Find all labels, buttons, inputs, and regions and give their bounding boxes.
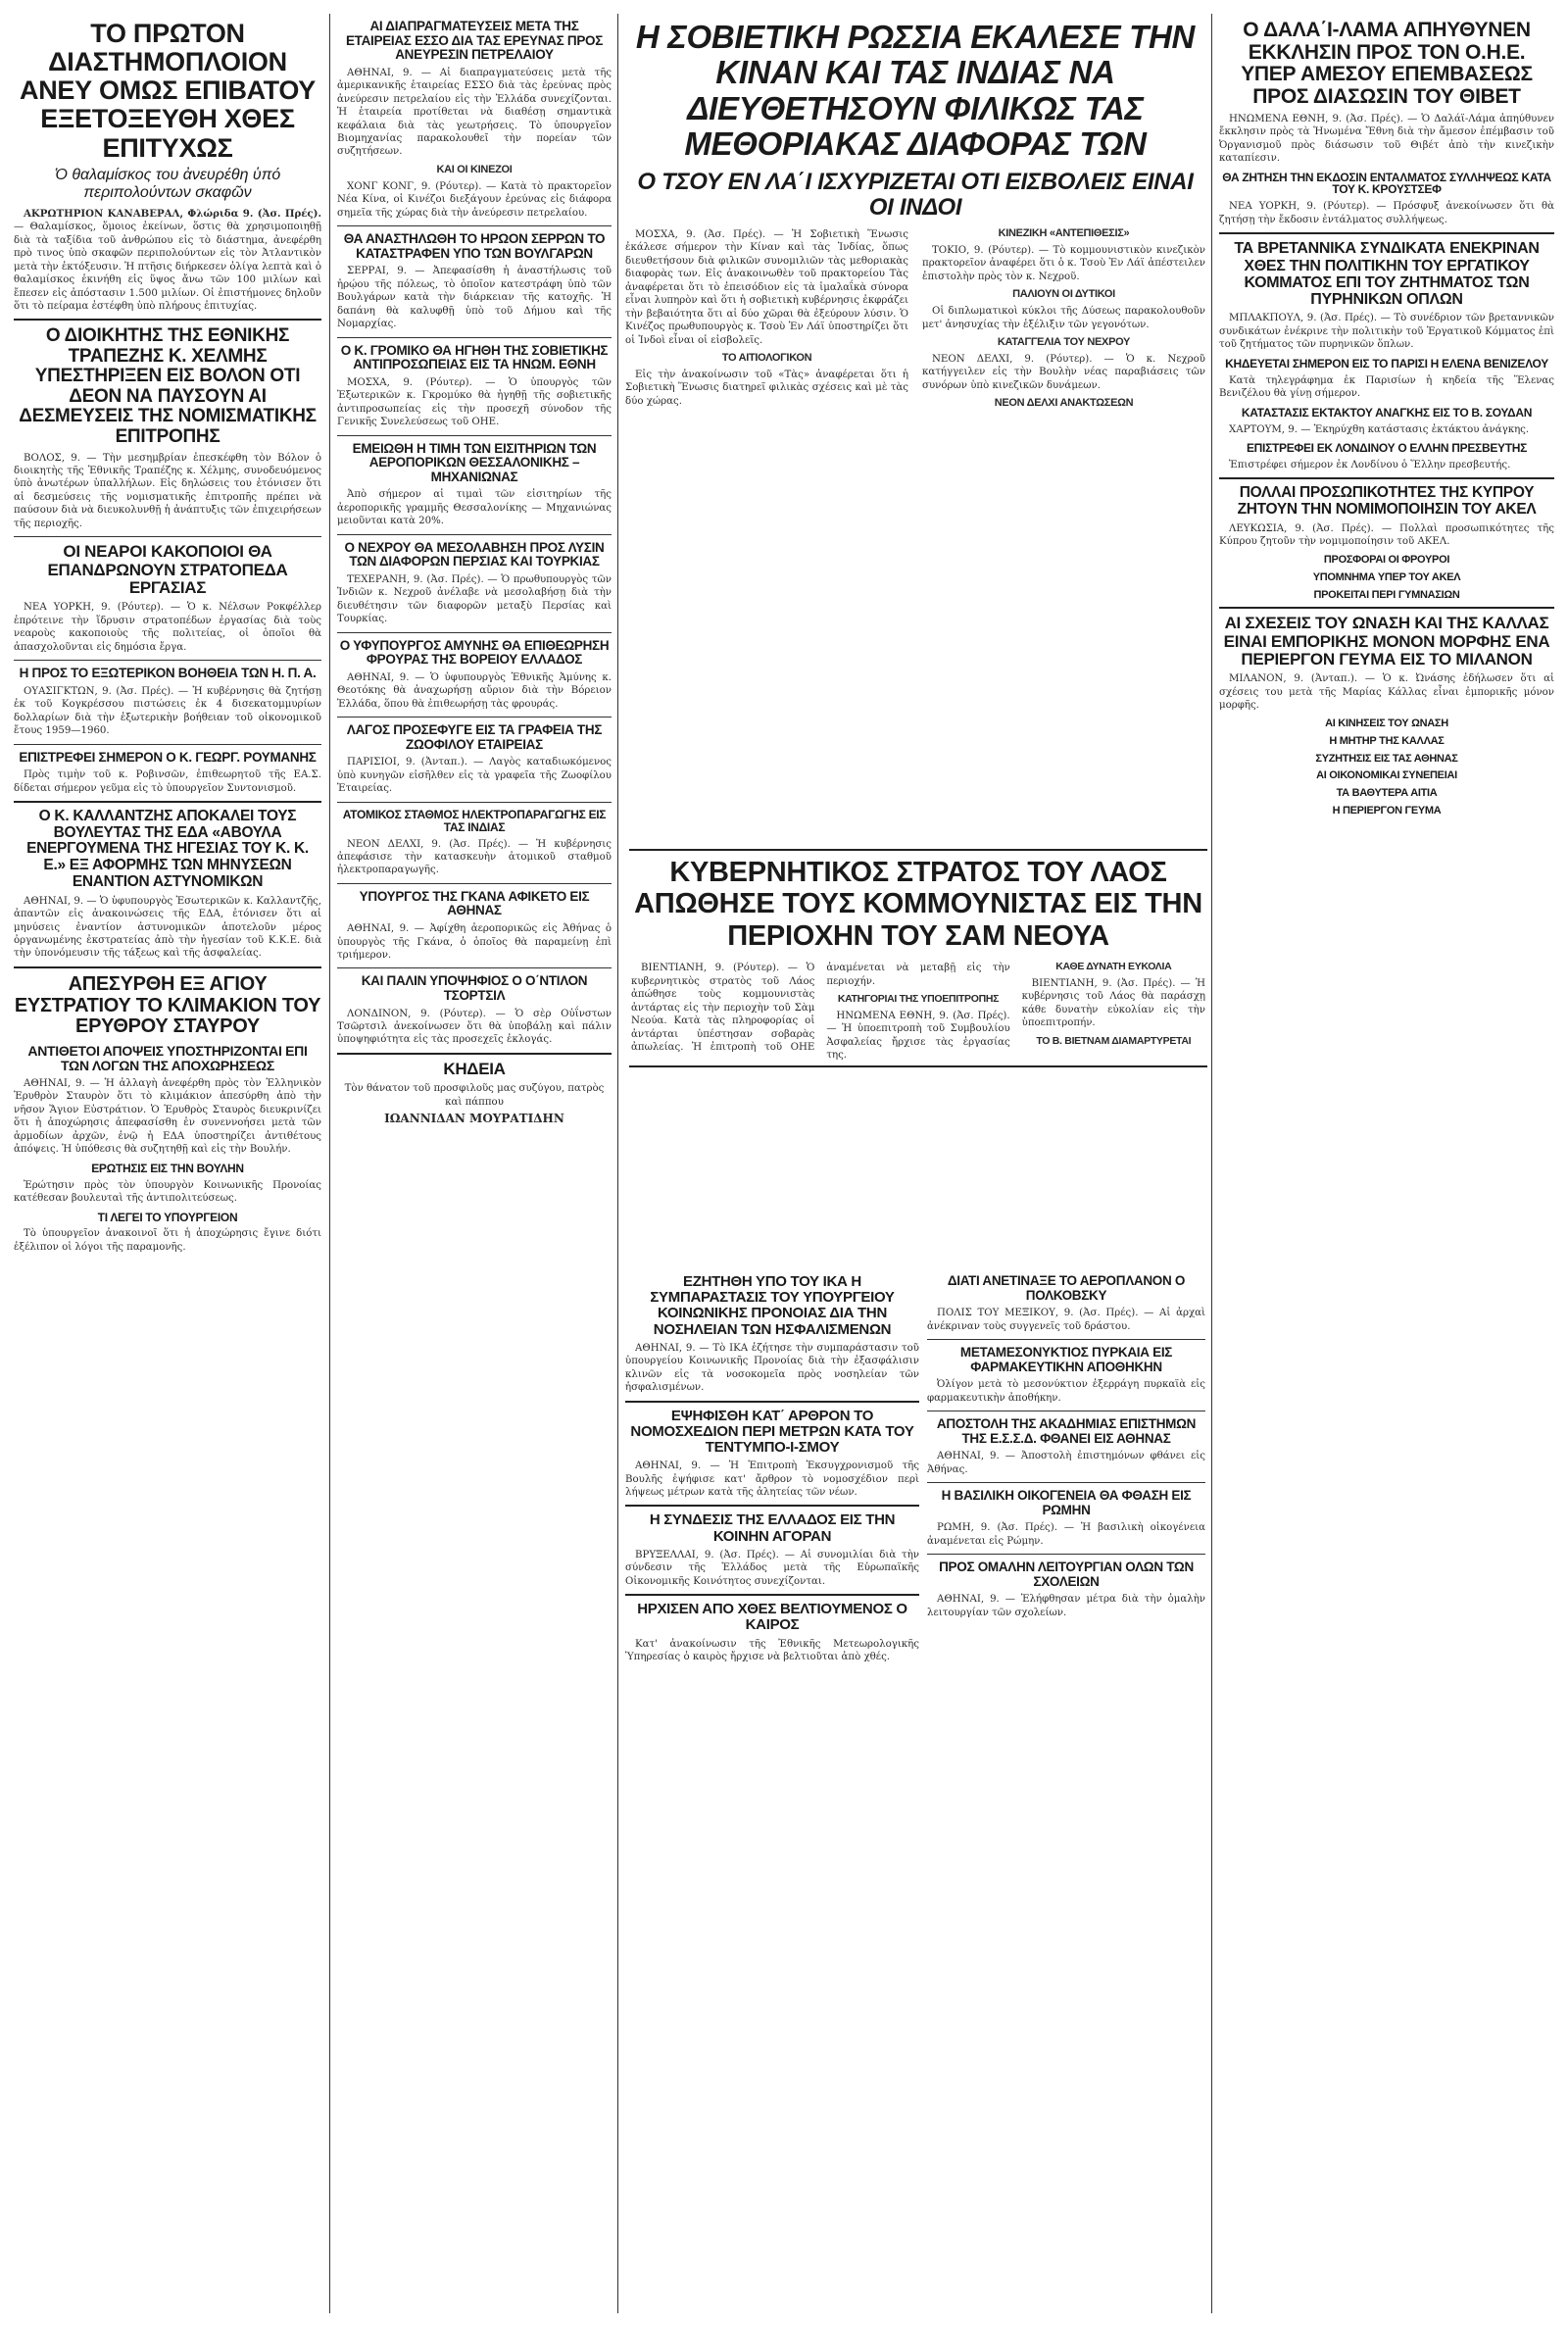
article-onassis-callas bbox=[1219, 672, 1554, 712]
article-spacecraft bbox=[14, 208, 321, 314]
article-ika bbox=[625, 1342, 919, 1395]
article-text: ΜΟΣΧΑ, 9. (Ἀσ. Πρές). — Ἡ Σοβιετικὴ Ἕνωσις ἐκάλεσε σήμερον τὴν Κίναν καὶ τὰς Ἰνδίας, ὅπως διευθετήσουν διὰ φιλικῶν συνομιλιῶν τὰς μεθοριακὰς διαφορὰς των. Εἰς ἀνακοινωθὲν τοῦ πρακτορείου Τὰς ἀναφέρεται ὅτι τὸ ἐπεισόδιον εἰς τὰ ἱμαλαΐκὰ σύνορα εἶναι λυπηρὸν καὶ ὅτι ἡ σοβιετικὴ κυβέρνησις ἐκφράζει τὴν βεβαιότητα ὅτι αἱ δύο χῶραι θὰ ἐξεύρουν λύσιν. Ὁ Κινέζος πρωθυπουργὸς κ. Τσοὺ Ἐν Λάϊ ὑποστηρίζει ὅτι οἱ Ἰνδοὶ εἶναι οἱ εἰσβολεῖς. bbox=[625, 229, 908, 346]
subhead-callas-mother: Η ΜΗΤΗΡ ΤΗΣ ΚΑΛΛΑΣ bbox=[1329, 734, 1445, 747]
divider bbox=[337, 337, 612, 338]
headline-hare: ΛΑΓΟΣ ΠΡΟΣΕΦΥΓΕ ΕΙΣ ΤΑ ΓΡΑΦΕΙΑ ΤΗΣ ΖΩΟΦΙΛΟΥ ΕΤΑΙΡΕΙΑΣ bbox=[346, 722, 603, 752]
subheadline-chou: Ο ΤΣΟΥ ΕΝ ΛΑ΄Ι ΙΣΧΥΡΙΖΕΤΑΙ ΟΤΙ ΕΙΣΒΟΛΕΙΣ ΕΙΝΑΙ ΟΙ ΙΝΔΟΙ bbox=[637, 169, 1194, 222]
headline-air-tickets: ΕΜΕΙΩΘΗ Η ΤΙΜΗ ΤΩΝ ΕΙΣΙΤΗΡΙΩΝ ΤΩΝ ΑΕΡΟΠΟΡΙΚΩΝ ΘΕΣΣΑΛΟΝΙΚΗΣ – ΜΗΧΑΝΙΩΝΑΣ bbox=[352, 440, 597, 484]
headline-ambassador: ΕΠΙΣΤΡΕΦΕΙ ΕΚ ΛΟΝΔΙΝΟΥ Ο ΕΛΛΗΝ ΠΡΕΣΒΕΥΤΗΣ bbox=[1246, 441, 1528, 455]
article-text: ΜΟΣΧΑ, 9. (Ρόυτερ). — Ὁ ὑπουργὸς τῶν Ἐξωτερικῶν κ. Γκρομύκο θὰ ἡγηθῇ τῆς σοβιετικῆς ἀντιπροσωπείας εἰς τὴν προσεχῆ σύνοδον τῆς Γενικῆς Συνελεύσεως τοῦ ΟΗΕ. bbox=[337, 376, 612, 428]
article-text: ΧΟΝΓ ΚΟΝΓ, 9. (Ρόυτερ). — Κατὰ τὸ πρακτορεῖον Νέα Κίνα, οἱ Κινέζοι διεξάγουν ἐρεύνας εἰς διάφορα σημεῖα τῆς χώρας διὰ τὴν ἀνεύρεσιν πετρελαίου. bbox=[337, 180, 612, 219]
headline-soviet-china-india: Η ΣΟΒΙΕΤΙΚΗ ΡΩΣΣΙΑ ΕΚΑΛΕΣΕ ΤΗΝ ΚΙΝΑΝ ΚΑΙ ΤΑΣ ΙΝΔΙΑΣ ΝΑ ΔΙΕΥΘΕΤΗΣΟΥΝ ΦΙΛΙΚΩΣ ΤΑΣ ΜΕΘΟΡΙΑΚΑΣ ΔΙΑΦΟΡΑΣ ΤΩΝ bbox=[635, 19, 1196, 162]
divider bbox=[14, 966, 321, 968]
article-text: Τὸ ὑπουργεῖον ἀνακοινοῖ ὅτι ἡ ἀποχώρησις ἔγινε διότι ἐξέλιπον οἱ λόγοι τῆς παραμονῆς. bbox=[14, 1228, 321, 1253]
article-text: ΡΩΜΗ, 9. (Ἀσ. Πρές). — Ἡ βασιλικὴ οἰκογένεια ἀναμένεται εἰς Ρώμην. bbox=[927, 1522, 1205, 1547]
article-text: ΝΕΑ ΥΟΡΚΗ, 9. (Ρόυτερ). — Ὁ κ. Νέλσων Ροκφέλλερ ἐπρότεινε τὴν ἵδρυσιν στρατοπέδων ἐργασίας διὰ τοὺς νεαροὺς κακοποιοὺς τῆς πολιτείας, οἱ ὁποῖοι θὰ ἀπασχολοῦνται εἰς δημόσια ἔργα. bbox=[14, 602, 321, 653]
lower-right-middle bbox=[927, 1268, 1205, 2313]
article-laos bbox=[629, 958, 1207, 1065]
column-2 bbox=[337, 14, 612, 2313]
article-dalai-lama bbox=[1219, 113, 1554, 166]
divider bbox=[1219, 607, 1554, 609]
subhead-exercises: ΠΡΟΚΕΙΤΑΙ ΠΕΡΙ ΓΥΜΝΑΣΙΩΝ bbox=[1313, 588, 1460, 601]
article-text: — Θαλαμίσκος, ὅμοιος ἐκείνων, ὅστις θὰ χρησιμοποιηθῇ διὰ τὰ ταξίδια τοῦ ἀνθρώπου εἰς τὸ διάστημα, ἀνεφέρθη πρὸ τινος ὑπὸ σκαφῶν περιπολούντων εἰς τὸν Ἀτλαντικὸν μετὰ τὴν ἐκτόξευσιν. Ἡ πτῆσις διήρκεσεν ὀλίγα λεπτὰ καὶ ὁ θαλαμίσκος ἐκινήθη εἰς ὕψος ἄνω τῶν 100 μιλίων καὶ ἔπεσεν εἰς ἀπόστασιν 1.500 μιλίων. Οἱ ἐπιστήμονες δηλοῦν ὅτι τὸ πείραμα ἐστέφθη ὑπὸ πλήρους ἐπιτυχίας. bbox=[14, 222, 321, 312]
headline-us-aid: Η ΠΡΟΣ ΤΟ ΕΞΩΤΕΡΙΚΟΝ ΒΟΗΘΕΙΑ ΤΩΝ Η. Π. Α. bbox=[19, 666, 317, 681]
article-common-market bbox=[625, 1549, 919, 1588]
divider bbox=[14, 319, 321, 321]
subhead-subcommittee: ΚΑΤΗΓΟΡΙΑΙ ΤΗΣ ΥΠΟΕΠΙΤΡΟΠΗΣ bbox=[837, 993, 1000, 1006]
article-academy bbox=[927, 1450, 1205, 1476]
article-text: Ἀπὸ σήμερον αἱ τιμαὶ τῶν εἰσιτηρίων τῆς ἀεροπορικῆς γραμμῆς Θεσσαλονίκης — Μηχανιώνας μειοῦνται κατὰ 20%. bbox=[337, 489, 612, 527]
subhead-reasoning: ΤΟ ΑΙΤΙΟΛΟΓΙΚΟΝ bbox=[721, 352, 812, 365]
article-gromyko bbox=[337, 376, 612, 429]
subhead-west: ΠΑΛΙΟΥΝ ΟΙ ΔΥΤΙΚΟΙ bbox=[1012, 288, 1115, 301]
subhead-onassis-moves: ΑΙ ΚΙΝΗΣΕΙΣ ΤΟΥ ΩΝΑΣΗ bbox=[1325, 717, 1448, 729]
article-text: ΣΕΡΡΑΙ, 9. — Ἀπεφασίσθη ἡ ἀναστήλωσις τοῦ ἡρῴου τῆς πόλεως, τὸ ὁποῖον κατεστράφη ὑπὸ τῶν Βουλγάρων κατὰ τὴν διάρκειαν τῆς κατοχῆς. Ἡ δαπάνη θὰ καλυφθῇ ὑπὸ τοῦ Δήμου καὶ τῆς Νομαρχίας. bbox=[337, 266, 612, 330]
subhead-counterattack: ΚΙΝΕΖΙΚΗ «ΑΝΤΕΠΙΘΕΣΙΣ» bbox=[998, 227, 1130, 239]
subhead-vietnam: ΤΟ Β. ΒΙΕΤΝΑΜ ΔΙΑΜΑΡΤΥΡΕΤΑΙ bbox=[1036, 1034, 1192, 1047]
divider bbox=[927, 1482, 1205, 1483]
article-text: ΜΙΛΑΝΟΝ, 9. (Ἀνταπ.). — Ὁ κ. Ὠνάσης ἐδήλωσεν ὅτι αἱ σχέσεις του μετὰ τῆς Μαρίας Κάλλας εἶναι ἐμπορικῆς μόνον μορφῆς. bbox=[1219, 673, 1554, 712]
headline-ika: ΕΖΗΤΗΘΗ ΥΠΟ ΤΟΥ ΙΚΑ Η ΣΥΜΠΑΡΑΣΤΑΣΙΣ ΤΟΥ ΥΠΟΥΡΓΕΙΟΥ ΚΟΙΝΩΝΙΚΗΣ ΠΡΟΝΟΙΑΣ ΔΙΑ ΤΗΝ ΝΟΣΗΛΕΙΑΝ ΤΩΝ ΗΣΦΑΛΙΣΜΕΝΩΝ bbox=[650, 1273, 895, 1338]
headline-ghana-minister: ΥΠΟΥΡΓΟΣ ΤΗΣ ΓΚΑΝΑ ΑΦΙΚΕΤΟ ΕΙΣ ΑΘΗΝΑΣ bbox=[359, 888, 590, 918]
lower-left-middle bbox=[625, 1268, 919, 2313]
headline-funeral: ΚΗΔΕΙΑ bbox=[443, 1059, 506, 1078]
article-churchill bbox=[337, 1008, 612, 1047]
article-serres-monument bbox=[337, 265, 612, 330]
article-akel bbox=[1219, 522, 1554, 549]
subheadline-red-cross: ΑΝΤΙΘΕΤΟΙ ΑΠΟΨΕΙΣ ΥΠΟΣΤΗΡΙΖΟΝΤΑΙ ΕΠΙ ΤΩΝ ΛΟΓΩΝ ΤΗΣ ΑΠΟΧΩΡΗΣΕΩΣ bbox=[27, 1042, 308, 1073]
article-hare bbox=[337, 756, 612, 795]
laos-story bbox=[629, 849, 1207, 1067]
subhead-facility: ΚΑΘΕ ΔΥΝΑΤΗ ΕΥΚΟΛΙΑ bbox=[1055, 961, 1172, 973]
article-text: ΒΡΥΞΕΛΛΑΙ, 9. (Ἀσ. Πρές). — Αἱ συνομιλίαι διὰ τὴν σύνδεσιν τῆς Ἑλλάδος μετὰ τῆς Εὐρωπαϊκῆς Οἰκονομικῆς Κοινότητος συνεχίζονται. bbox=[625, 1549, 919, 1587]
article-text: Εἰς τὴν ἀνακοίνωσιν τοῦ «Τὰς» ἀναφέρεται ὅτι ἡ Σοβιετικὴ Ἕνωσις διατηρεῖ φιλικὰς σχέσεις καὶ μὲ τὰς δύο χώρας. bbox=[625, 369, 908, 407]
headline-british-unions: ΤΑ ΒΡΕΤΑΝΝΙΚΑ ΣΥΝΔΙΚΑΤΑ ΕΝΕΚΡΙΝΑΝ ΧΘΕΣ ΤΗΝ ΠΟΛΙΤΙΚΗΝ ΤΟΥ ΕΡΓΑΤΙΚΟΥ ΚΟΜΜΑΤΟΣ ΕΠΙ ΤΟΥ ΖΗΤΗΜΑΤΟΣ ΤΩΝ ΠΥΡΗΝΙΚΩΝ ΟΠΛΩΝ bbox=[1234, 240, 1540, 309]
divider bbox=[927, 1339, 1205, 1340]
article-teddyboy-bill bbox=[625, 1460, 919, 1499]
funeral-notice bbox=[337, 1082, 612, 1127]
headline-venizelou-funeral: ΚΗΔΕΥΕΤΑΙ ΣΗΜΕΡΟΝ ΕΙΣ ΤΟ ΠΑΡΙΣΙ Η ΕΛΕΝΑ ΒΕΝΙΖΕΛΟΥ bbox=[1225, 356, 1548, 371]
article-ghana-minister bbox=[337, 922, 612, 962]
article-text: ΑΘΗΝΑΙ, 9. — Ἡ ἀλλαγὴ ἀνεφέρθη πρὸς τὸν Ἐλληνικὸν Ἐρυθρὸν Σταυρὸν ὅτι τὸ κλιμάκιον ἀπεσύρθη ἀπὸ τὴν νῆσον Ἅγιον Εὐστράτιον. Ὁ Ἐρυθρὸς Σταυρὸς διευκρινίζει ὅτι ἡ ἀποχώρησις ἀπεφασίσθη ἐν συνεννοήσει μετὰ τῶν ἁρμοδίων ἀρχῶν, ἐνῷ ἡ ΕΔΑ ὑποστηρίζει ἀντιθέτους ἀπόψεις. Ἡ ὑπόθεσις θὰ συζητηθῇ καὶ εἰς τὴν Βουλήν. bbox=[14, 1077, 321, 1156]
article-roumanis bbox=[14, 768, 321, 795]
headline-esso: ΑΙ ΔΙΑΠΡΑΓΜΑΤΕΥΣΕΙΣ ΜΕΤΑ ΤΗΣ ΕΤΑΙΡΕΙΑΣ ΕΣΣΟ ΔΙΑ ΤΑΣ ΕΡΕΥΝΑΣ ΠΡΟΣ ΑΝΕΥΡΕΣΙΝ ΠΕΤΡΕΛΑΙΟΥ bbox=[345, 19, 604, 63]
column-rule bbox=[617, 14, 618, 2313]
divider bbox=[927, 1554, 1205, 1555]
article-red-cross bbox=[14, 1077, 321, 1157]
headline-kallantzis: Ο Κ. ΚΑΛΛΑΝΤΖΗΣ ΑΠΟΚΑΛΕΙ ΤΟΥΣ ΒΟΥΛΕΥΤΑΣ ΤΗΣ ΕΔΑ «ΑΒΟΥΛΑ ΕΝΕΡΓΟΥΜΕΝΑ ΤΗΣ ΗΓΕΣΙΑΣ ΤΟΥ Κ. Κ. Ε.» ΕΞ ΑΦΟΡΜΗΣ ΤΩΝ ΜΗΝΥΣΕΩΝ ΕΝΑΝΤΙΟΝ ΑΣΤΥΝΟΜΙΚΩΝ bbox=[26, 807, 309, 890]
funeral-name: ΙΩΑΝΝΙΔΑΝ ΜΟΥΡΑΤΙΔΗΝ bbox=[384, 1112, 564, 1126]
divider bbox=[337, 717, 612, 718]
headline-red-cross: ΑΠΕΣΥΡΘΗ ΕΞ ΑΓΙΟΥ ΕΥΣΤΡΑΤΙΟΥ ΤΟ ΚΛΙΜΑΚΙΟΝ ΤΟΥ ΕΡΥΘΡΟΥ ΣΤΑΥΡΟΥ bbox=[14, 972, 321, 1038]
article-text: ΠΟΛΙΣ ΤΟΥ ΜΕΞΙΚΟΥ, 9. (Ἀσ. Πρές). — Αἱ ἀρχαὶ ἀνέκριναν τοὺς συγγενεῖς τοῦ δράστου. bbox=[927, 1308, 1205, 1332]
subhead-deeper-causes: ΤΑ ΒΑΘΥΤΕΡΑ ΑΙΤΙΑ bbox=[1336, 787, 1438, 800]
headline-question-parliament: ΕΡΩΤΗΣΙΣ ΕΙΣ ΤΗΝ ΒΟΥΛΗΝ bbox=[91, 1161, 244, 1175]
article-text: ΑΘΗΝΑΙ, 9. — Αἱ διαπραγματεύσεις μετὰ τῆς ἀμερικανικῆς ἑταιρείας ΕΣΣΟ διὰ τὰς ἐρεύνας πρὸς ἀνεύρεσιν πετρελαίου εἰς τὴν Ἑλλάδα συνεχίζονται. Ἡ ἑταιρεία προτίθεται νὰ διαθέσῃ σημαντικὰ κεφάλαια διὰ τὰς γεωτρήσεις. Τὸ ὑπουργεῖον Βιομηχανίας παρακολουθεῖ τὴν πορείαν τῶν συζητήσεων. bbox=[337, 67, 612, 158]
article-text: ΗΝΩΜΕΝΑ ΕΘΝΗ, 9. (Ἀσ. Πρές). — Ὁ Δαλάϊ-Λάμα ἀπηύθυνεν ἔκκλησιν πρὸς τὰ Ἡνωμένα Ἔθνη διὰ τὴν ἄμεσον ἐπέμβασιν τοῦ Ὀργανισμοῦ πρὸς διάσωσιν τοῦ Θιβέτ ἀπὸ τὴν κινεζικὴν καταπίεσιν. bbox=[1219, 113, 1554, 165]
divider bbox=[1219, 232, 1554, 234]
column-1 bbox=[14, 14, 321, 2313]
headline-helmis: Ο ΔΙΟΙΚΗΤΗΣ ΤΗΣ ΕΘΝΙΚΗΣ ΤΡΑΠΕΖΗΣ Κ. ΧΕΛΜΗΣ ΥΠΕΣΤΗΡΙΞΕΝ ΕΙΣ ΒΟΛΟΝ ΟΤΙ ΔΕΟΝ ΝΑ ΠΑΥΣΟΥΝ ΑΙ ΔΕΣΜΕΥΣΕΙΣ ΤΗΣ ΝΟΜΙΣΜΑΤΙΚΗΣ ΕΠΙΤΡΟΠΗΣ bbox=[19, 325, 317, 447]
subheadline-spacecraft: Ὁ θαλαμίσκος του ἀνευρέθη ὑπό περιπολούντων σκαφῶν bbox=[54, 166, 281, 201]
headline-fire: ΜΕΤΑΜΕΣΟΝΥΚΤΙΟΣ ΠΥΡΚΑΙΑ ΕΙΣ ΦΑΡΜΑΚΕΥΤΙΚΗΝ ΑΠΟΘΗΚΗΝ bbox=[959, 1345, 1173, 1374]
article-defence-deputy bbox=[337, 671, 612, 711]
article-text: ΤΟΚΙΟ, 9. (Ρόυτερ). — Τὸ κομμουνιστικὸν κινεζικὸν πρακτορεῖον ἀναφέρει ὅτι ὁ κ. Τσοὺ Ἐν Λάϊ ἀπέστειλεν ἐπιστολὴν πρὸς τὸν κ. Νεχροῦ. bbox=[922, 244, 1205, 282]
divider bbox=[14, 801, 321, 803]
article-text: ΑΘΗΝΑΙ, 9. — Τὸ ΙΚΑ ἐζήτησε τὴν συμπαράστασιν τοῦ ὑπουργείου Κοινωνικῆς Προνοίας διὰ τὴν ἐξασφάλισιν κλινῶν εἰς τὰ νοσοκομεῖα πρὸς νοσηλείαν τῶν ἠσφαλισμένων. bbox=[625, 1342, 919, 1394]
subhead-new-delhi: ΝΕΟΝ ΔΕΛΧΙ ΑΝΑΚΤΩΣΕΩΝ bbox=[994, 397, 1134, 410]
article-young-offenders bbox=[14, 601, 321, 654]
headline-polkovsky: ΔΙΑΤΙ ΑΝΕΤΙΝΑΞΕ ΤΟ ΑΕΡΟΠΛΑΝΟΝ Ο ΠΟΛΚΟΒΣΚΥ bbox=[947, 1273, 1186, 1303]
article-ambassador bbox=[1219, 459, 1554, 471]
article-text: Κατ' ἀνακοίνωσιν τῆς Ἐθνικῆς Μετεωρολογικῆς Ὑπηρεσίας ὁ καιρὸς ἤρχισε νὰ βελτιοῦται ἀπὸ χθές. bbox=[625, 1638, 919, 1663]
funeral-text: Τὸν θάνατον τοῦ προσφιλοῦς μας συζύγου, πατρὸς καὶ πάππου bbox=[344, 1083, 605, 1108]
divider bbox=[337, 967, 612, 968]
divider bbox=[625, 1505, 919, 1507]
divider bbox=[625, 1594, 919, 1596]
subhead-athens-discussion: ΣΥΖΗΤΗΣΙΣ ΕΙΣ ΤΑΣ ΑΘΗΝΑΣ bbox=[1315, 752, 1458, 765]
article-text: ΒΙΕΝΤΙΑΝΗ, 9. (Ἀσ. Πρές). — Ἡ κυβέρνησις τοῦ Λάος θὰ παράσχῃ κάθε δυνατὴν εὐκολίαν εἰς τὴν ὑποεπιτροπήν. bbox=[1021, 977, 1205, 1029]
divider bbox=[337, 435, 612, 436]
divider bbox=[337, 632, 612, 633]
article-text: Ἐπιστρέφει σήμερον ἐκ Λονδίνου ὁ Ἕλλην πρεσβευτής. bbox=[1229, 459, 1511, 470]
divider bbox=[337, 534, 612, 535]
article-text: ΛΕΥΚΩΣΙΑ, 9. (Ἀσ. Πρές). — Πολλαὶ προσωπικότητες τῆς Κύπρου ζητοῦν τὴν νομιμοποίησιν τοῦ ΑΚΕΛ. bbox=[1219, 522, 1554, 548]
divider bbox=[337, 802, 612, 803]
lead-story bbox=[625, 14, 1205, 827]
headline-ministry-says: ΤΙ ΛΕΓΕΙ ΤΟ ΥΠΟΥΡΓΕΙΟΝ bbox=[97, 1210, 238, 1224]
article-text: ΒΟΛΟΣ, 9. — Τὴν μεσημβρίαν ἐπεσκέφθη τὸν Βόλον ὁ διοικητὴς τῆς Ἐθνικῆς Τραπέζης κ. Χέλμης, συνοδευόμενος ὑπὸ ἀνωτέρων ὑπαλλήλων. Εἰς δηλώσεις του ἐτόνισεν ὅτι αἱ δεσμεύσεις τῆς νομισματικῆς ἐπιτροπῆς πρέπει νὰ παύσουν διὰ νὰ διευκολυνθῇ ἡ ἀνάπτυξις τῶν ἐπιχειρήσεων τῆς περιοχῆς. bbox=[14, 452, 321, 529]
article-text: Ἐρώτησιν πρὸς τὸν ὑπουργὸν Κοινωνικῆς Προνοίας κατέθεσαν βουλευταὶ τῆς ἀντιπολιτεύσεως. bbox=[14, 1179, 321, 1205]
article-kallantzis bbox=[14, 895, 321, 961]
divider bbox=[1219, 477, 1554, 479]
article-british-unions bbox=[1219, 312, 1554, 351]
headline-laos: ΚΥΒΕΡΝΗΤΙΚΟΣ ΣΤΡΑΤΟΣ ΤΟΥ ΛΑΟΣ ΑΠΩΘΗΣΕ ΤΟΥΣ ΚΟΜΜΟΥΝΙΣΤΑΣ ΕΙΣ ΤΗΝ ΠΕΡΙΟΧΗΝ ΤΟΥ ΣΑΜ ΝΕΟΥΑ bbox=[634, 857, 1202, 952]
divider bbox=[337, 883, 612, 884]
headline-roumanis: ΕΠΙΣΤΡΕΦΕΙ ΣΗΜΕΡΟΝ Ο Κ. ΓΕΩΡΓ. ΡΟΥΜΑΝΗΣ bbox=[19, 749, 317, 765]
article-atomic-station bbox=[337, 838, 612, 877]
headline-serres-monument: ΘΑ ΑΝΑΣΤΗΛΩΘΗ ΤΟ ΗΡΩΟΝ ΣΕΡΡΩΝ ΤΟ ΚΑΤΑΣΤΡΑΦΕΝ ΥΠΟ ΤΩΝ ΒΟΥΛΓΑΡΩΝ bbox=[343, 231, 606, 261]
article-sudan bbox=[1219, 423, 1554, 436]
subhead-curious-lunch: Η ΠΕΡΙΕΡΓΟΝ ΓΕΥΜΑ bbox=[1332, 805, 1442, 817]
headline-weather: ΗΡΧΙΣΕΝ ΑΠΟ ΧΘΕΣ ΒΕΛΤΙΟΥΜΕΝΟΣ Ο ΚΑΙΡΟΣ bbox=[637, 1601, 907, 1634]
headline-onassis-callas: ΑΙ ΣΧΕΣΕΙΣ ΤΟΥ ΩΝΑΣΗ ΚΑΙ ΤΗΣ ΚΑΛΛΑΣ ΕΙΝΑΙ ΕΜΠΟΡΙΚΗΣ ΜΟΝΟΝ ΜΟΡΦΗΣ ΕΝΑ ΠΕΡΙΕΡΓΟΝ ΓΕΥΜΑ ΕΙΣ ΤΟ ΜΙΛΑΝΟΝ bbox=[1223, 614, 1550, 669]
headline-dalai-lama: Ο ΔΑΛΑ΄Ι-ΛΑΜΑ ΑΠΗΥΘΥΝΕΝ ΕΚΚΛΗΣΙΝ ΠΡΟΣ ΤΟΝ Ο.Η.Ε. ΥΠΕΡ ΑΜΕΣΟΥ ΕΠΕΜΒΑΣΕΩΣ ΠΡΟΣ ΔΙΑΣΩΣΙΝ ΤΟΥ ΘΙΒΕΤ bbox=[1241, 19, 1533, 109]
subhead-memo: ΥΠΟΜΝΗΜΑ ΥΠΕΡ ΤΟΥ ΑΚΕΛ bbox=[1312, 570, 1461, 583]
article-text: ΒΙΕΝΤΙΑΝΗ, 9. (Ρόυτερ). — Ὁ κυβερνητικὸς στρατὸς τοῦ Λάος ἀπώθησε τοὺς κομμουνιστὰς ἀντάρτας εἰς τὴν περιοχὴν τοῦ Σὰμ Νεούα. Κατὰ τὰς πληροφορίας οἱ ἀντάρται ὑπέστησαν σοβαρὰς ἀπωλείας. Ἡ ἐπιτροπὴ τοῦ ΟΗΕ ἀναμένεται νὰ μεταβῇ εἰς τὴν περιοχήν. bbox=[631, 963, 1010, 1054]
article-text: Ὀλίγον μετὰ τὸ μεσονύκτιον ἐξερράγη πυρκαϊὰ εἰς φαρμακευτικὴν ἀποθήκην. bbox=[927, 1379, 1205, 1404]
article-text: ΜΠΛΑΚΠΟΥΛ, 9. (Ἀσ. Πρές). — Τὸ συνέδριον τῶν βρεταννικῶν συνδικάτων ἐνέκρινε τὴν πολιτικὴν τοῦ Ἐργατικοῦ Κόμματος ἐπὶ τοῦ ζητήματος τῶν πυρηνικῶν ὅπλων. bbox=[1219, 313, 1554, 351]
dateline: ΑΚΡΩΤΗΡΙΟΝ ΚΑΝΑΒΕΡΑΛ, Φλώριδα 9. (Ἀσ. Πρές). bbox=[24, 207, 321, 220]
article-khrushchev-warrant bbox=[1219, 200, 1554, 226]
headline-gromyko: Ο Κ. ΓΡΟΜΙΚΟ ΘΑ ΗΓΗΘΗ ΤΗΣ ΣΟΒΙΕΤΙΚΗΣ ΑΝΤΙΠΡΟΣΩΠΕΙΑΣ ΕΙΣ ΤΑ ΗΝΩΜ. ΕΘΝΗ bbox=[340, 342, 609, 372]
column-rule bbox=[1211, 14, 1212, 2313]
article-polkovsky bbox=[927, 1307, 1205, 1333]
article-text: ΑΘΗΝΑΙ, 9. — Ἐλήφθησαν μέτρα διὰ τὴν ὁμαλὴν λειτουργίαν τῶν σχολείων. bbox=[927, 1594, 1205, 1618]
article-royal-family bbox=[927, 1521, 1205, 1548]
column-rule bbox=[329, 14, 330, 2313]
article-text: ΟΥΑΣΙΓΚΤΩΝ, 9. (Ἀσ. Πρές). — Ἡ κυβέρνησις θὰ ζητήσῃ ἐκ τοῦ Κογκρέσσου πιστώσεις ἐκ 4 δισεκατομμυρίων δολλαρίων διὰ τὴν ἐξωτερικὴν βοήθειαν τοῦ οἰκονομικοῦ ἔτους 1959—1960. bbox=[14, 685, 321, 737]
divider bbox=[337, 1053, 612, 1055]
article-helmis bbox=[14, 452, 321, 531]
article-venizelou-funeral bbox=[1219, 374, 1554, 401]
article-text: ΑΘΗΝΑΙ, 9. — Ἡ Ἐπιτροπὴ Ἐκσυγχρονισμοῦ τῆς Βουλῆς ἐψήφισε κατ' ἄρθρον τὸ νομοσχέδιον περὶ λήψεως μέτρων κατὰ τῆς ἀλητείας τῶν νέων. bbox=[625, 1461, 919, 1499]
article-text: ΑΘΗΝΑΙ, 9. — Ἀφίχθη ἀεροπορικῶς εἰς Ἀθήνας ὁ ὑπουργὸς τῆς Γκάνα, ὁ ὁποῖος θὰ παραμείνῃ ἐπὶ τριήμερον. bbox=[337, 923, 612, 961]
article-ministry-says bbox=[14, 1227, 321, 1254]
subhead-nehru: ΚΑΤΑΓΓΕΛΙΑ ΤΟΥ ΝΕΧΡΟΥ bbox=[997, 336, 1131, 349]
article-text: ΝΕΟΝ ΔΕΛΧΙ, 9. (Ἀσ. Πρές). — Ἡ κυβέρνησις ἀπεφάσισε τὴν κατασκευὴν ἀτομικοῦ σταθμοῦ ἠλεκτροπαραγωγῆς. bbox=[337, 838, 612, 876]
subhead-economic: ΑΙ ΟΙΚΟΝΟΜΙΚΑΙ ΣΥΝΕΠΕΙΑΙ bbox=[1316, 769, 1457, 782]
divider bbox=[14, 536, 321, 537]
article-text: ΗΝΩΜΕΝΑ ΕΘΝΗ, 9. (Ἀσ. Πρές). — Ἡ ὑποεπιτροπὴ τοῦ Συμβουλίου Ἀσφαλείας ἤρχισε τὰς ἐργασίας της. bbox=[826, 1010, 1010, 1061]
article-esso bbox=[337, 67, 612, 220]
article-text: Κατὰ τηλεγράφημα ἐκ Παρισίων ἡ κηδεία τῆς Ἕλενας Βενιζέλου θὰ γίνῃ σήμερον. bbox=[1219, 374, 1554, 400]
article-nehru-mediation bbox=[337, 573, 612, 626]
article-text: ΛΟΝΔΙΝΟΝ, 9. (Ρόυτερ). — Ὁ σὲρ Οὐΐνστων Τσῶρτσιλ ἀνεκοίνωσεν ὅτι θὰ ὑποβάλῃ καὶ πάλιν ὑποψηφιότητα εἰς τὰς προσεχεῖς ἐκλογάς. bbox=[337, 1008, 612, 1046]
article-text: ΑΘΗΝΑΙ, 9. — Ὁ ὑφυπουργὸς Ἐθνικῆς Ἀμύνης κ. Θεοτόκης θὰ ἀναχωρήσῃ αὔριον διὰ τὴν Βόρειον Ἑλλάδα, ὅπου θὰ ἐπιθεωρήσῃ τὰς φρουράς. bbox=[337, 671, 612, 710]
headline-young-offenders: ΟΙ ΝΕΑΡΟΙ ΚΑΚΟΠΟΙΟΙ ΘΑ ΕΠΑΝΔΡΩΝΟΥΝ ΣΤΡΑΤΟΠΕΔΑ ΕΡΓΑΣΙΑΣ bbox=[47, 542, 288, 597]
subhead-chinese: ΚΑΙ ΟΙ ΚΙΝΕΖΟΙ bbox=[436, 163, 513, 175]
column-right bbox=[1219, 14, 1554, 2313]
headline-academy: ΑΠΟΣΤΟΛΗ ΤΗΣ ΑΚΑΔΗΜΙΑΣ ΕΠΙΣΤΗΜΩΝ ΤΗΣ Ε.Σ.Σ.Δ. ΦΘΑΝΕΙ ΕΙΣ ΑΘΗΝΑΣ bbox=[936, 1416, 1197, 1446]
divider bbox=[337, 225, 612, 226]
headline-churchill: ΚΑΙ ΠΑΛΙΝ ΥΠΟΨΗΦΙΟΣ Ο Ο΄ΝΤΙΛΟΝ ΤΣΟΡΤΣΙΛ bbox=[361, 973, 588, 1003]
headline-nehru-mediation: Ο ΝΕΧΡΟΥ ΘΑ ΜΕΣΟΛΑΒΗΣΗ ΠΡΟΣ ΛΥΣΙΝ ΤΩΝ ΔΙΑΦΟΡΩΝ ΠΕΡΣΙΑΣ ΚΑΙ ΤΟΥΡΚΙΑΣ bbox=[344, 539, 605, 569]
article-text: Πρὸς τιμὴν τοῦ κ. Ροβινσῶν, ἐπιθεωρητοῦ τῆς ΕΑ.Σ. δίδεται σήμερον γεῦμα εἰς τὸ ὑπουργεῖον Συντονισμοῦ. bbox=[14, 769, 321, 794]
article-fire bbox=[927, 1378, 1205, 1405]
subhead-guards: ΠΡΟΣΦΟΡΑΙ ΟΙ ΦΡΟΥΡΟΙ bbox=[1323, 553, 1450, 566]
article-schools bbox=[927, 1593, 1205, 1619]
article-question-parliament bbox=[14, 1179, 321, 1206]
divider bbox=[14, 660, 321, 661]
headline-akel: ΠΟΛΛΑΙ ΠΡΟΣΩΠΙΚΟΤΗΤΕΣ ΤΗΣ ΚΥΠΡΟΥ ΖΗΤΟΥΝ ΤΗΝ ΝΟΜΙΜΟΠΟΙΗΣΙΝ ΤΟΥ ΑΚΕΛ bbox=[1237, 484, 1537, 519]
headline-defence-deputy: Ο ΥΦΥΠΟΥΡΓΟΣ ΑΜΥΝΗΣ ΘΑ ΕΠΙΘΕΩΡΗΣΗ ΦΡΟΥΡΑΣ ΤΗΣ ΒΟΡΕΙΟΥ ΕΛΛΑΔΟΣ bbox=[339, 637, 610, 668]
article-text: Οἱ διπλωματικοὶ κύκλοι τῆς Δύσεως παρακολουθοῦν μετ' ἀνησυχίας τὴν ἐξέλιξιν τῶν γεγονότων. bbox=[922, 306, 1205, 330]
headline-khrushchev-warrant: ΘΑ ΖΗΤΗΣΗ ΤΗΝ ΕΚΔΟΣΙΝ ΕΝΤΑΛΜΑΤΟΣ ΣΥΛΛΗΨΕΩΣ ΚΑΤΑ ΤΟΥ Κ. ΚΡΟΥΣΤΣΕΦ bbox=[1222, 170, 1551, 197]
divider bbox=[14, 744, 321, 745]
article-text: ΝΕΟΝ ΔΕΛΧΙ, 9. (Ρόυτερ). — Ὁ κ. Νεχροῦ κατήγγειλεν εἰς τὴν Βουλὴν νέας παραβιάσεις τῶν συνόρων ὑπὸ κινεζικῶν δυνάμεων. bbox=[922, 353, 1205, 391]
article-us-aid bbox=[14, 685, 321, 738]
article-text: ΧΑΡΤΟΥΜ, 9. — Ἐκηρύχθη κατάστασις ἐκτάκτου ἀνάγκης. bbox=[1229, 423, 1530, 435]
headline-teddyboy-bill: ΕΨΗΦΙΣΘΗ ΚΑΤ΄ ΑΡΘΡΟΝ ΤΟ ΝΟΜΟΣΧΕΔΙΟΝ ΠΕΡΙ ΜΕΤΡΩΝ ΚΑΤΑ ΤΟΥ ΤΕΝΤΥΜΠΟ-Ι-ΣΜΟΥ bbox=[630, 1407, 914, 1456]
article-text: ΤΕΧΕΡΑΝΗ, 9. (Ἀσ. Πρές). — Ὁ πρωθυπουργὸς τῶν Ἰνδιῶν κ. Νεχροῦ ἀνέλαβε νὰ μεσολαβήσῃ διὰ τὴν διευθέτησιν τῶν διαφορῶν μεταξὺ Περσίας καὶ Τουρκίας. bbox=[337, 573, 612, 625]
headline-schools: ΠΡΟΣ ΟΜΑΛΗΝ ΛΕΙΤΟΥΡΓΙΑΝ ΟΛΩΝ ΤΩΝ ΣΧΟΛΕΙΩΝ bbox=[939, 1560, 1194, 1589]
article-air-tickets bbox=[337, 488, 612, 527]
headline-sudan: ΚΑΤΑΣΤΑΣΙΣ ΕΚΤΑΚΤΟΥ ΑΝΑΓΚΗΣ ΕΙΣ ΤΟ Β. ΣΟΥΔΑΝ bbox=[1241, 405, 1533, 420]
article-text: ΝΕΑ ΥΟΡΚΗ, 9. (Ρόυτερ). — Πρόσφυξ ἀνεκοίνωσεν ὅτι θὰ ζητήσῃ τὴν ἔκδοσιν ἐντάλματος συλλήψεως. bbox=[1219, 201, 1554, 225]
article-text: ΠΑΡΙΣΙΟΙ, 9. (Ἀνταπ.). — Λαγὸς καταδιωκόμενος ὑπὸ κυνηγῶν εἰσῆλθεν εἰς τὰ γραφεῖα τῆς Ζωοφίλου Ἑταιρείας. bbox=[337, 757, 612, 795]
article-text: ΑΘΗΝΑΙ, 9. — Ὁ ὑφυπουργὸς Ἐσωτερικῶν κ. Καλλαντζῆς, ἀπαντῶν εἰς ἀνακοινώσεις τῆς ΕΔΑ, ἐτόνισεν ὅτι αἱ μηνύσεις ἐναντίον ἀστυνομικῶν ἀποτελοῦν μέρος ὀργανωμένης ἐκστρατείας ἀπὸ τὴν ἡγεσίαν τοῦ Κ.Κ.Ε. διὰ τὴν ὑπονόμευσιν τῆς τάξεως καὶ τῆς ἀσφαλείας. bbox=[14, 895, 321, 960]
newspaper-page bbox=[14, 14, 1554, 2313]
headline-royal-family: Η ΒΑΣΙΛΙΚΗ ΟΙΚΟΓΕΝΕΙΑ ΘΑ ΦΘΑΣΗ ΕΙΣ ΡΩΜΗΝ bbox=[941, 1488, 1192, 1517]
divider bbox=[625, 1401, 919, 1403]
headline-spacecraft: ΤΟ ΠΡΩΤΟΝ ΔΙΑΣΤΗΜΟΠΛΟΙΟΝ ΑΝΕΥ ΟΜΩΣ ΕΠΙΒΑΤΟΥ ΕΞΕΤΟΞΕΥΘΗ ΧΘΕΣ ΕΠΙΤΥΧΩΣ bbox=[20, 19, 316, 163]
headline-common-market: Η ΣΥΝΔΕΣΙΣ ΤΗΣ ΕΛΛΑΔΟΣ ΕΙΣ ΤΗΝ ΚΟΙΝΗΝ ΑΓΟΡΑΝ bbox=[649, 1511, 896, 1545]
headline-atomic-station: ΑΤΟΜΙΚΟΣ ΣΤΑΘΜΟΣ ΗΛΕΚΤΡΟΠΑΡΑΓΩΓΗΣ ΕΙΣ ΤΑΣ ΙΝΔΙΑΣ bbox=[342, 807, 607, 834]
article-weather bbox=[625, 1638, 919, 1664]
article-soviet-china-india bbox=[625, 228, 1205, 414]
article-text: ΑΘΗΝΑΙ, 9. — Ἀποστολὴ ἐπιστημόνων φθάνει εἰς Ἀθήνας. bbox=[927, 1451, 1205, 1475]
